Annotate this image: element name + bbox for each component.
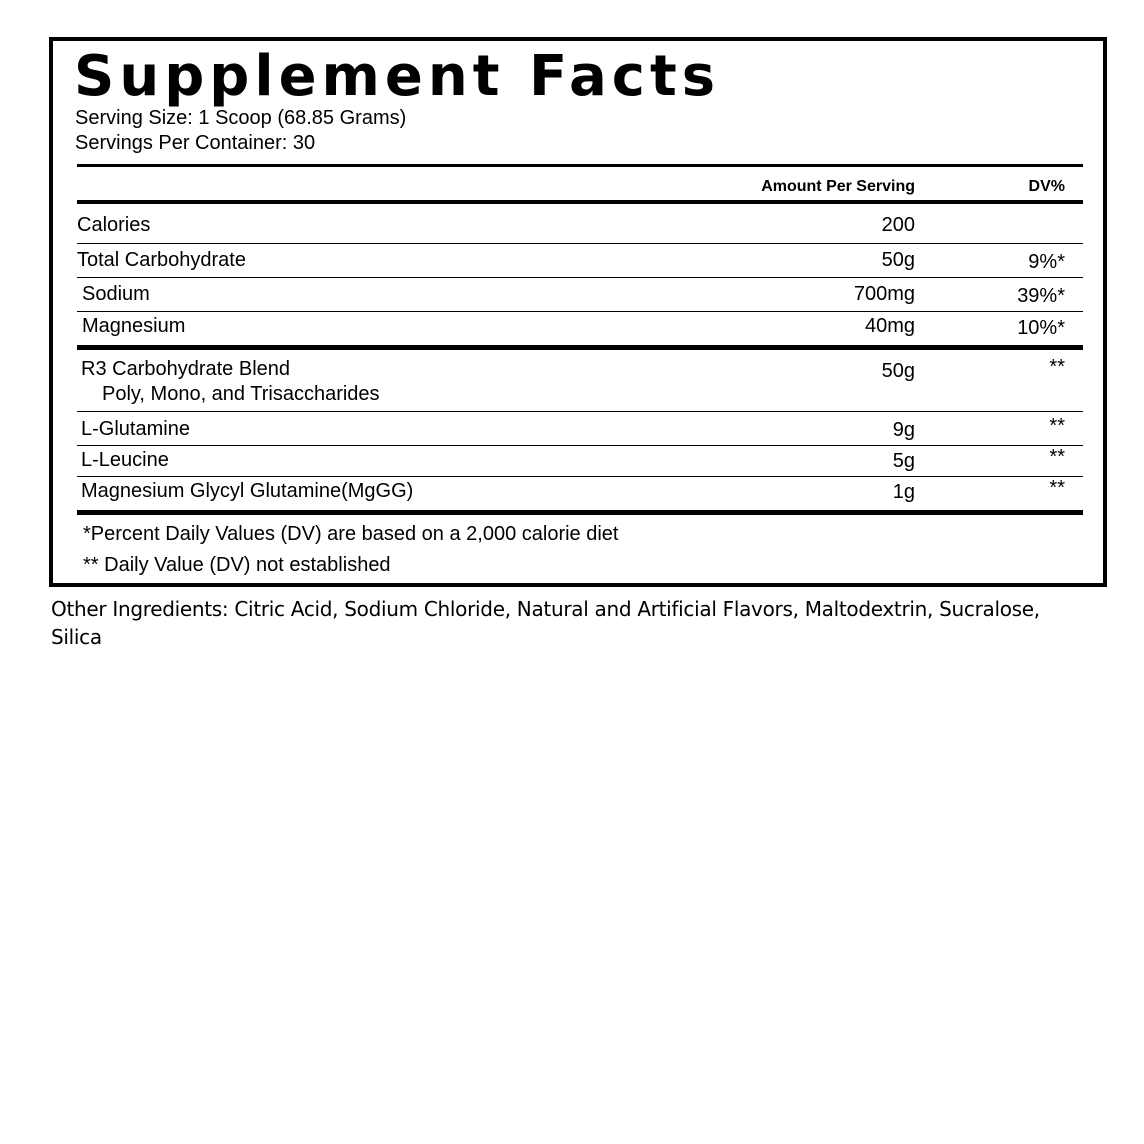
divider-thin	[77, 476, 1083, 477]
header-dv: DV%	[1028, 178, 1065, 195]
serving-size: Serving Size: 1 Scoop (68.85 Grams)	[75, 107, 407, 129]
supplement-facts-panel	[49, 37, 1107, 587]
row-l-leucine-dv: **	[1049, 446, 1065, 468]
row-magnesium-name: Magnesium	[82, 315, 186, 337]
row-l-glutamine-name: L-Glutamine	[81, 418, 190, 440]
row-sodium-dv: 39%*	[1017, 285, 1065, 307]
row-r3-carbohydrate-blend-dv: **	[1049, 356, 1065, 378]
row-calories-amount: 200	[881, 214, 915, 236]
row-magnesium-amount: 40mg	[864, 315, 915, 337]
row-l-glutamine-amount: 9g	[892, 419, 915, 441]
row-calories-name: Calories	[77, 214, 151, 236]
servings-per-container: Servings Per Container: 30	[75, 132, 316, 154]
divider-thin	[77, 243, 1083, 244]
divider-thick	[77, 345, 1083, 350]
divider-thin	[77, 311, 1083, 312]
row-r3-carbohydrate-blend-sub: Poly, Mono, and Trisaccharides	[102, 383, 380, 405]
row-sodium-amount: 700mg	[853, 283, 915, 305]
divider-thick	[77, 164, 1083, 167]
row-l-glutamine-dv: **	[1049, 415, 1065, 437]
divider-thin	[77, 411, 1083, 412]
row-l-leucine-name: L-Leucine	[81, 449, 169, 471]
header-amount-per-serving: Amount Per Serving	[761, 178, 915, 195]
row-total-carbohydrate-amount: 50g	[881, 249, 915, 271]
divider-thick	[77, 200, 1083, 204]
row-total-carbohydrate-name: Total Carbohydrate	[77, 249, 246, 271]
row-sodium-name: Sodium	[82, 283, 150, 305]
divider-thin	[77, 277, 1083, 278]
row-mggg-amount: 1g	[892, 481, 915, 503]
divider-thick	[77, 510, 1083, 515]
row-magnesium-dv: 10%*	[1017, 317, 1065, 339]
footnote-dv-not-established: ** Daily Value (DV) not established	[83, 554, 391, 576]
divider-thin	[77, 445, 1083, 446]
row-mggg-dv: **	[1049, 477, 1065, 499]
row-r3-carbohydrate-blend-amount: 50g	[881, 360, 915, 382]
footnote-percent-dv: *Percent Daily Values (DV) are based on a 2,000 calorie diet	[83, 523, 619, 545]
other-ingredients: Other Ingredients: Citric Acid, Sodium Chloride, Natural and Artificial Flavors, Maltodextrin, Sucralose, Silica	[51, 597, 1040, 649]
panel-title: Supplement Facts	[74, 44, 721, 109]
row-mggg-name: Magnesium Glycyl Glutamine(MgGG)	[81, 480, 414, 502]
row-r3-carbohydrate-blend-name: R3 Carbohydrate Blend	[81, 358, 291, 380]
row-total-carbohydrate-dv: 9%*	[1028, 251, 1065, 273]
row-l-leucine-amount: 5g	[892, 450, 915, 472]
